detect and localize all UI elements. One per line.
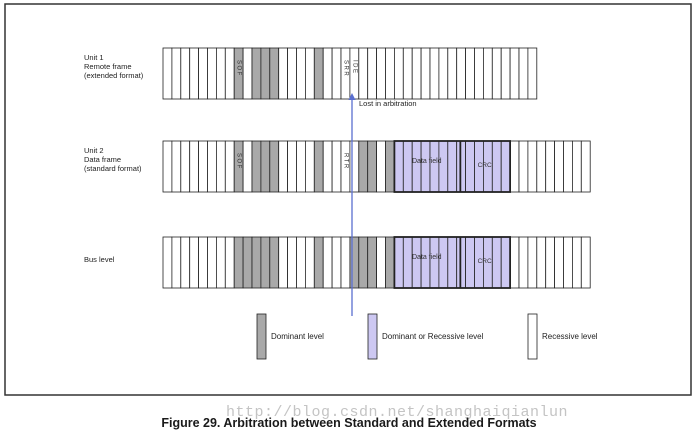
recessive-bit — [225, 237, 234, 288]
recessive-bit — [519, 237, 528, 288]
recessive-bit — [421, 48, 430, 99]
either-bit — [501, 141, 510, 192]
dominant-bit — [386, 237, 395, 288]
recessive-bit — [288, 48, 297, 99]
lost-in-arbitration-label: Lost in arbitration — [359, 99, 417, 108]
recessive-bit — [323, 141, 332, 192]
recessive-bit — [377, 141, 386, 192]
row-label-line: (standard format) — [84, 164, 142, 173]
recessive-bit — [279, 48, 288, 99]
either-bit — [394, 237, 403, 288]
recessive-bit — [564, 141, 573, 192]
recessive-bit — [475, 48, 484, 99]
bit-mark-label: RTR — [342, 153, 349, 170]
recessive-bit — [394, 48, 403, 99]
recessive-bit — [297, 48, 306, 99]
recessive-bit — [403, 48, 412, 99]
recessive-bit — [528, 48, 537, 99]
dominant-bit — [270, 141, 279, 192]
recessive-bit — [163, 48, 172, 99]
either-bit — [430, 141, 439, 192]
dominant-bit — [386, 141, 395, 192]
recessive-bit — [555, 237, 564, 288]
recessive-bit — [377, 237, 386, 288]
crc-label: CRC — [477, 258, 492, 265]
recessive-bit — [528, 237, 537, 288]
recessive-bit — [341, 237, 350, 288]
bit-mark-label: SOF — [235, 60, 242, 77]
recessive-bit — [377, 48, 386, 99]
recessive-bit — [439, 48, 448, 99]
recessive-bit — [297, 141, 306, 192]
recessive-bit — [190, 237, 199, 288]
legend-label-recessive: Recessive level — [542, 332, 598, 341]
either-bit — [492, 141, 501, 192]
dominant-bit — [234, 237, 243, 288]
dominant-bit — [261, 237, 270, 288]
recessive-bit — [359, 48, 368, 99]
recessive-bit — [564, 237, 573, 288]
either-bit — [412, 237, 421, 288]
recessive-bit — [412, 48, 421, 99]
row-label-line: Remote frame — [84, 62, 132, 71]
recessive-bit — [305, 48, 314, 99]
figure-caption: Figure 29. Arbitration between Standard and Extended Formats — [161, 416, 537, 430]
recessive-bit — [305, 237, 314, 288]
bit-cells-unit2 — [163, 141, 590, 192]
dominant-bit — [359, 141, 368, 192]
recessive-bit — [448, 48, 457, 99]
recessive-bit — [172, 48, 181, 99]
data-field-label: Data field — [412, 254, 442, 261]
legend-label-either: Dominant or Recessive level — [382, 332, 484, 341]
recessive-bit — [555, 141, 564, 192]
recessive-bit — [297, 237, 306, 288]
legend-swatch-dominant — [257, 314, 266, 359]
recessive-bit — [279, 237, 288, 288]
bit-mark-label: SRR — [342, 60, 349, 78]
recessive-bit — [208, 237, 217, 288]
recessive-bit — [332, 237, 341, 288]
legend-swatch-recessive — [528, 314, 537, 359]
recessive-bit — [216, 48, 225, 99]
recessive-bit — [216, 141, 225, 192]
recessive-bit — [208, 141, 217, 192]
recessive-bit — [510, 237, 519, 288]
recessive-bit — [288, 237, 297, 288]
watermark-text: http://blog.csdn.net/shanghaiqianlun — [226, 404, 569, 421]
recessive-bit — [350, 141, 359, 192]
recessive-bit — [483, 48, 492, 99]
recessive-bit — [510, 48, 519, 99]
recessive-bit — [386, 48, 395, 99]
either-bit — [430, 237, 439, 288]
crc-label: CRC — [477, 162, 492, 169]
recessive-bit — [199, 48, 208, 99]
recessive-bit — [181, 237, 190, 288]
legend-swatch-either — [368, 314, 377, 359]
either-bit — [403, 141, 412, 192]
recessive-bit — [243, 141, 252, 192]
recessive-bit — [243, 48, 252, 99]
recessive-bit — [305, 141, 314, 192]
row-label-line: Unit 2 — [84, 146, 104, 155]
either-bit — [448, 141, 457, 192]
row-label-line: (extended format) — [84, 71, 144, 80]
recessive-bit — [332, 141, 341, 192]
dominant-bit — [359, 237, 368, 288]
recessive-bit — [581, 141, 590, 192]
recessive-bit — [225, 141, 234, 192]
recessive-bit — [323, 237, 332, 288]
dominant-bit — [252, 48, 261, 99]
dominant-bit — [350, 237, 359, 288]
data-field-label: Data field — [412, 158, 442, 165]
dominant-bit — [270, 48, 279, 99]
recessive-bit — [323, 48, 332, 99]
dominant-bit — [252, 237, 261, 288]
recessive-bit — [181, 141, 190, 192]
recessive-bit — [288, 141, 297, 192]
recessive-bit — [501, 48, 510, 99]
recessive-bit — [537, 237, 546, 288]
either-bit — [412, 141, 421, 192]
recessive-bit — [430, 48, 439, 99]
bit-mark-label: IDE — [351, 60, 358, 75]
recessive-bit — [190, 48, 199, 99]
dominant-bit — [314, 141, 323, 192]
recessive-bit — [457, 48, 466, 99]
recessive-bit — [172, 237, 181, 288]
either-bit — [439, 141, 448, 192]
recessive-bit — [572, 141, 581, 192]
either-bit — [466, 237, 475, 288]
either-bit — [448, 237, 457, 288]
recessive-bit — [510, 141, 519, 192]
either-bit — [492, 237, 501, 288]
dominant-bit — [314, 48, 323, 99]
either-bit — [421, 237, 430, 288]
dominant-bit — [261, 141, 270, 192]
recessive-bit — [163, 237, 172, 288]
either-bit — [439, 237, 448, 288]
dominant-bit — [270, 237, 279, 288]
either-bit — [421, 141, 430, 192]
dominant-bit — [368, 141, 377, 192]
recessive-bit — [572, 237, 581, 288]
dominant-bit — [252, 141, 261, 192]
either-bit — [403, 237, 412, 288]
dominant-bit — [314, 237, 323, 288]
either-bit — [466, 141, 475, 192]
either-bit — [394, 141, 403, 192]
recessive-bit — [546, 141, 555, 192]
bit-cells-bus — [163, 237, 590, 288]
recessive-bit — [537, 141, 546, 192]
row-label-line: Bus level — [84, 255, 115, 264]
recessive-bit — [368, 48, 377, 99]
recessive-bit — [181, 48, 190, 99]
recessive-bit — [216, 237, 225, 288]
legend-label-dominant: Dominant level — [271, 332, 324, 341]
row-label-bus — [84, 255, 115, 264]
recessive-bit — [208, 48, 217, 99]
recessive-bit — [225, 48, 234, 99]
recessive-bit — [199, 141, 208, 192]
recessive-bit — [528, 141, 537, 192]
row-label-line: Unit 1 — [84, 53, 104, 62]
recessive-bit — [332, 48, 341, 99]
recessive-bit — [466, 48, 475, 99]
recessive-bit — [172, 141, 181, 192]
recessive-bit — [492, 48, 501, 99]
recessive-bit — [519, 141, 528, 192]
recessive-bit — [546, 237, 555, 288]
recessive-bit — [279, 141, 288, 192]
recessive-bit — [199, 237, 208, 288]
recessive-bit — [190, 141, 199, 192]
bit-cells-unit1 — [163, 48, 537, 99]
dominant-bit — [368, 237, 377, 288]
dominant-bit — [243, 237, 252, 288]
either-bit — [501, 237, 510, 288]
recessive-bit — [519, 48, 528, 99]
row-label-line: Data frame — [84, 155, 122, 164]
bit-mark-label: SOF — [235, 153, 242, 170]
recessive-bit — [581, 237, 590, 288]
dominant-bit — [261, 48, 270, 99]
recessive-bit — [163, 141, 172, 192]
